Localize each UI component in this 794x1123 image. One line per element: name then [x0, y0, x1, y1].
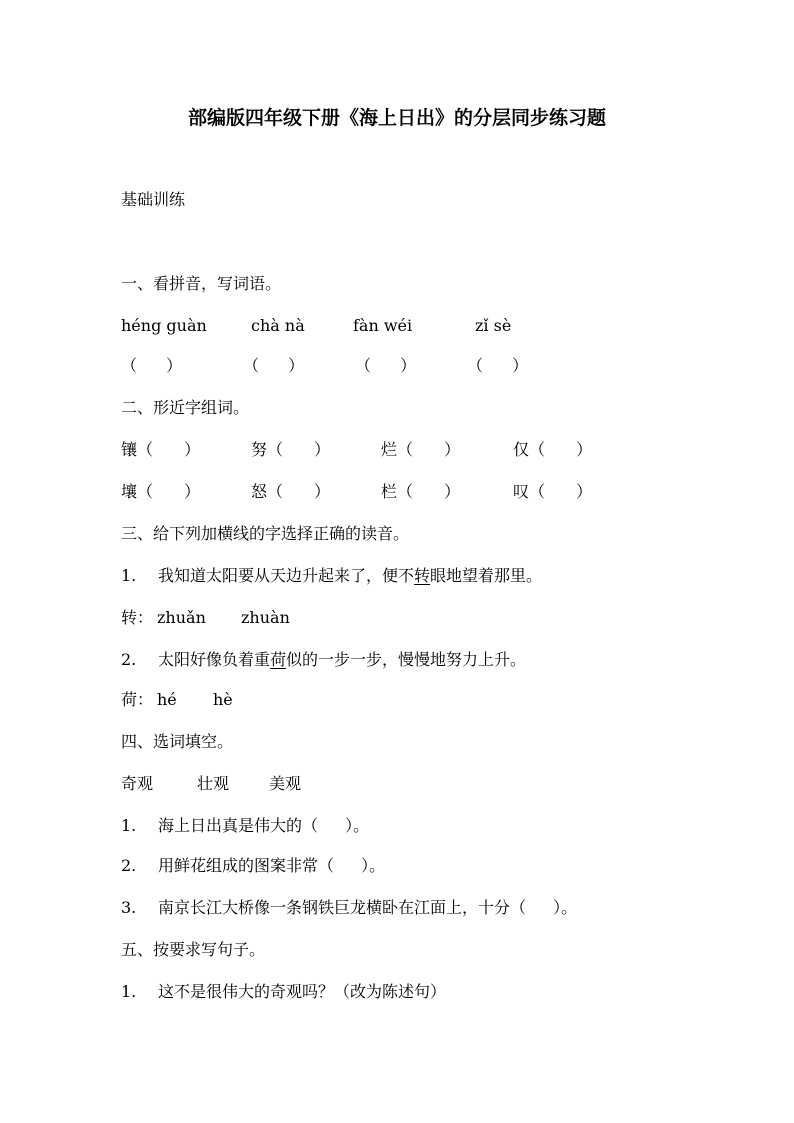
- q4-item-2: [121, 856, 385, 876]
- q1-pinyin: chà nà: [251, 316, 305, 335]
- q4-word: 壮观: [197, 774, 230, 793]
- q1-answer-blank[interactable]: （ ）: [121, 356, 183, 375]
- q2-item[interactable]: 壤（ ）: [121, 482, 201, 501]
- q2-item[interactable]: 叹（ ）: [513, 482, 593, 501]
- q1-pinyin: fàn wéi: [353, 316, 413, 335]
- q2-item[interactable]: 栏（ ）: [381, 482, 461, 501]
- q3-char-label: 转：: [121, 608, 154, 627]
- q1-heading: 一、看拼音，写词语。: [121, 274, 282, 293]
- q3-option[interactable]: hé: [157, 690, 177, 709]
- q3-heading: 三、给下列加横线的字选择正确的读音。: [121, 524, 410, 543]
- q2-item[interactable]: 仅（ ）: [513, 440, 593, 459]
- q4-item-number: 3.: [121, 898, 137, 917]
- q4-item-number: 1.: [121, 816, 137, 835]
- q4-item-text[interactable]: 南京长江大桥像一条钢铁巨龙横卧在江面上，十分（ ）。: [158, 898, 578, 917]
- q4-word-bank: [121, 774, 421, 794]
- q2-item[interactable]: 烂（ ）: [381, 440, 461, 459]
- q1-blank-row: [121, 356, 681, 376]
- q2-item[interactable]: 努（ ）: [251, 440, 331, 459]
- q1-answer-blank[interactable]: （ ）: [243, 356, 305, 375]
- q3-item-number: 2.: [121, 650, 137, 669]
- q2-row-1: [121, 440, 681, 460]
- q3-underlined-char: 转: [414, 566, 431, 585]
- section-basic-heading: 基础训练: [121, 190, 186, 209]
- q3-item-number: 1.: [121, 566, 137, 585]
- q4-item-text[interactable]: 用鲜花组成的图案非常（ ）。: [158, 856, 386, 875]
- q1-pinyin-row: [121, 316, 681, 336]
- q1-answer-blank[interactable]: （ ）: [355, 356, 417, 375]
- q3-char-label: 荷：: [121, 690, 154, 709]
- q5-heading: 五、按要求写句子。: [121, 940, 266, 959]
- q3-underlined-char: 荷: [270, 650, 287, 669]
- q1-answer-blank[interactable]: （ ）: [467, 356, 529, 375]
- q3-options-2: [121, 690, 421, 710]
- q4-item-number: 2.: [121, 856, 137, 875]
- q3-item-text: 太阳好像负着重: [158, 650, 271, 669]
- q2-row-2: [121, 482, 681, 502]
- q3-option[interactable]: zhuǎn: [157, 608, 206, 627]
- q3-item-1: [121, 566, 542, 586]
- q3-item-text: 眼地望着那里。: [430, 566, 543, 585]
- q3-item-text: 似的一步一步，慢慢地努力上升。: [286, 650, 527, 669]
- q4-item-1: [121, 816, 369, 836]
- q2-item[interactable]: 怒（ ）: [251, 482, 331, 501]
- q2-heading: 二、形近字组词。: [121, 398, 250, 417]
- q3-option[interactable]: hè: [213, 690, 233, 709]
- q5-item-number: 1.: [121, 982, 137, 1001]
- q1-pinyin: héng guàn: [121, 316, 207, 335]
- q2-item[interactable]: 镶（ ）: [121, 440, 201, 459]
- q5-item-text: 这不是很伟大的奇观吗？（改为陈述句）: [158, 982, 447, 1001]
- q4-item-3: [121, 898, 577, 918]
- q4-word: 美观: [269, 774, 302, 793]
- q3-item-2: [121, 650, 526, 670]
- page-title: 部编版四年级下册《海上日出》的分层同步练习题: [187, 107, 606, 129]
- q4-heading: 四、选词填空。: [121, 732, 234, 751]
- q1-pinyin: zǐ sè: [475, 316, 512, 335]
- q5-item-1: [121, 982, 446, 1002]
- q3-options-1: [121, 608, 421, 628]
- q4-word: 奇观: [121, 774, 154, 793]
- q3-item-text: 我知道太阳要从天边升起来了，便不: [158, 566, 415, 585]
- q4-item-text[interactable]: 海上日出真是伟大的（ ）。: [158, 816, 370, 835]
- q3-option[interactable]: zhuàn: [241, 608, 290, 627]
